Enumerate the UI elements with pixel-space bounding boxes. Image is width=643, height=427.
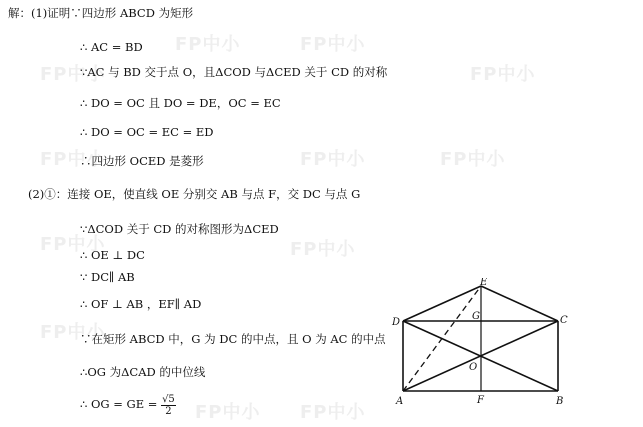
watermark-2: FP中小 <box>300 34 366 55</box>
segment-DE <box>403 286 481 321</box>
segment-CE <box>481 286 558 321</box>
fraction-denominator: 2 <box>165 405 172 417</box>
part1-line6: ∴四边形 OCED 是菱形 <box>80 154 204 168</box>
label-O: O <box>469 362 478 373</box>
part2-line2: ∵ΔCOD 关于 CD 的对称图形为ΔCED <box>80 222 279 236</box>
watermark-10: FP中小 <box>40 322 106 343</box>
segment-AE-dashed <box>403 286 481 391</box>
label-A: A <box>396 396 404 407</box>
watermark-7: FP中小 <box>440 149 506 170</box>
watermark-5: FP中小 <box>40 149 106 170</box>
label-F: F <box>477 395 484 406</box>
line8-prefix: ∴ OG = GE = <box>80 397 158 411</box>
watermark-12: FP中小 <box>300 402 366 423</box>
part2-line8 <box>80 392 176 417</box>
geometry-figure <box>388 278 588 408</box>
part1-line2: ∴ AC = BD <box>80 40 143 54</box>
part2-line5: ∴ OF ⊥ AB ，EF∥ AD <box>80 297 202 311</box>
part1-line1: 解：(1)证明∵四边形 ABCD 为矩形 <box>8 6 194 20</box>
watermark-1: FP中小 <box>175 34 241 55</box>
sqrt5-over-2-fraction <box>161 394 176 417</box>
label-G: G <box>472 311 480 322</box>
part2-line1: (2)①：连接 OE，使直线 OE 分别交 AB 与点 F，交 DC 与点 G <box>28 187 361 201</box>
part2-line7: ∴OG 为ΔCAD 的中位线 <box>80 365 206 379</box>
part1-line3: ∵AC 与 BD 交于点 O，且ΔCOD 与ΔCED 关于 CD 的对称 <box>80 65 388 79</box>
label-B: B <box>556 396 564 407</box>
watermark-6: FP中小 <box>300 149 366 170</box>
watermark-3: FP中小 <box>40 64 106 85</box>
part2-line4: ∵ DC∥ AB <box>80 270 135 284</box>
fraction-numerator: √5 <box>162 393 175 405</box>
part2-line3: ∴ OE ⊥ DC <box>80 248 145 262</box>
label-D: D <box>392 317 401 328</box>
part2-line6: ∵在矩形 ABCD 中，G 为 DC 的中点，且 O 为 AC 的中点 <box>80 332 386 346</box>
label-E: E <box>480 278 488 288</box>
watermark-4: FP中小 <box>470 64 536 85</box>
watermark-8: FP中小 <box>40 234 106 255</box>
part1-line5: ∴ DO = OC = EC = ED <box>80 125 214 139</box>
label-C: C <box>560 315 568 326</box>
part1-line4: ∴ DO = OC 且 DO = DE，OC = EC <box>80 96 281 110</box>
watermark-11: FP中小 <box>195 402 261 423</box>
watermark-9: FP中小 <box>290 239 356 260</box>
